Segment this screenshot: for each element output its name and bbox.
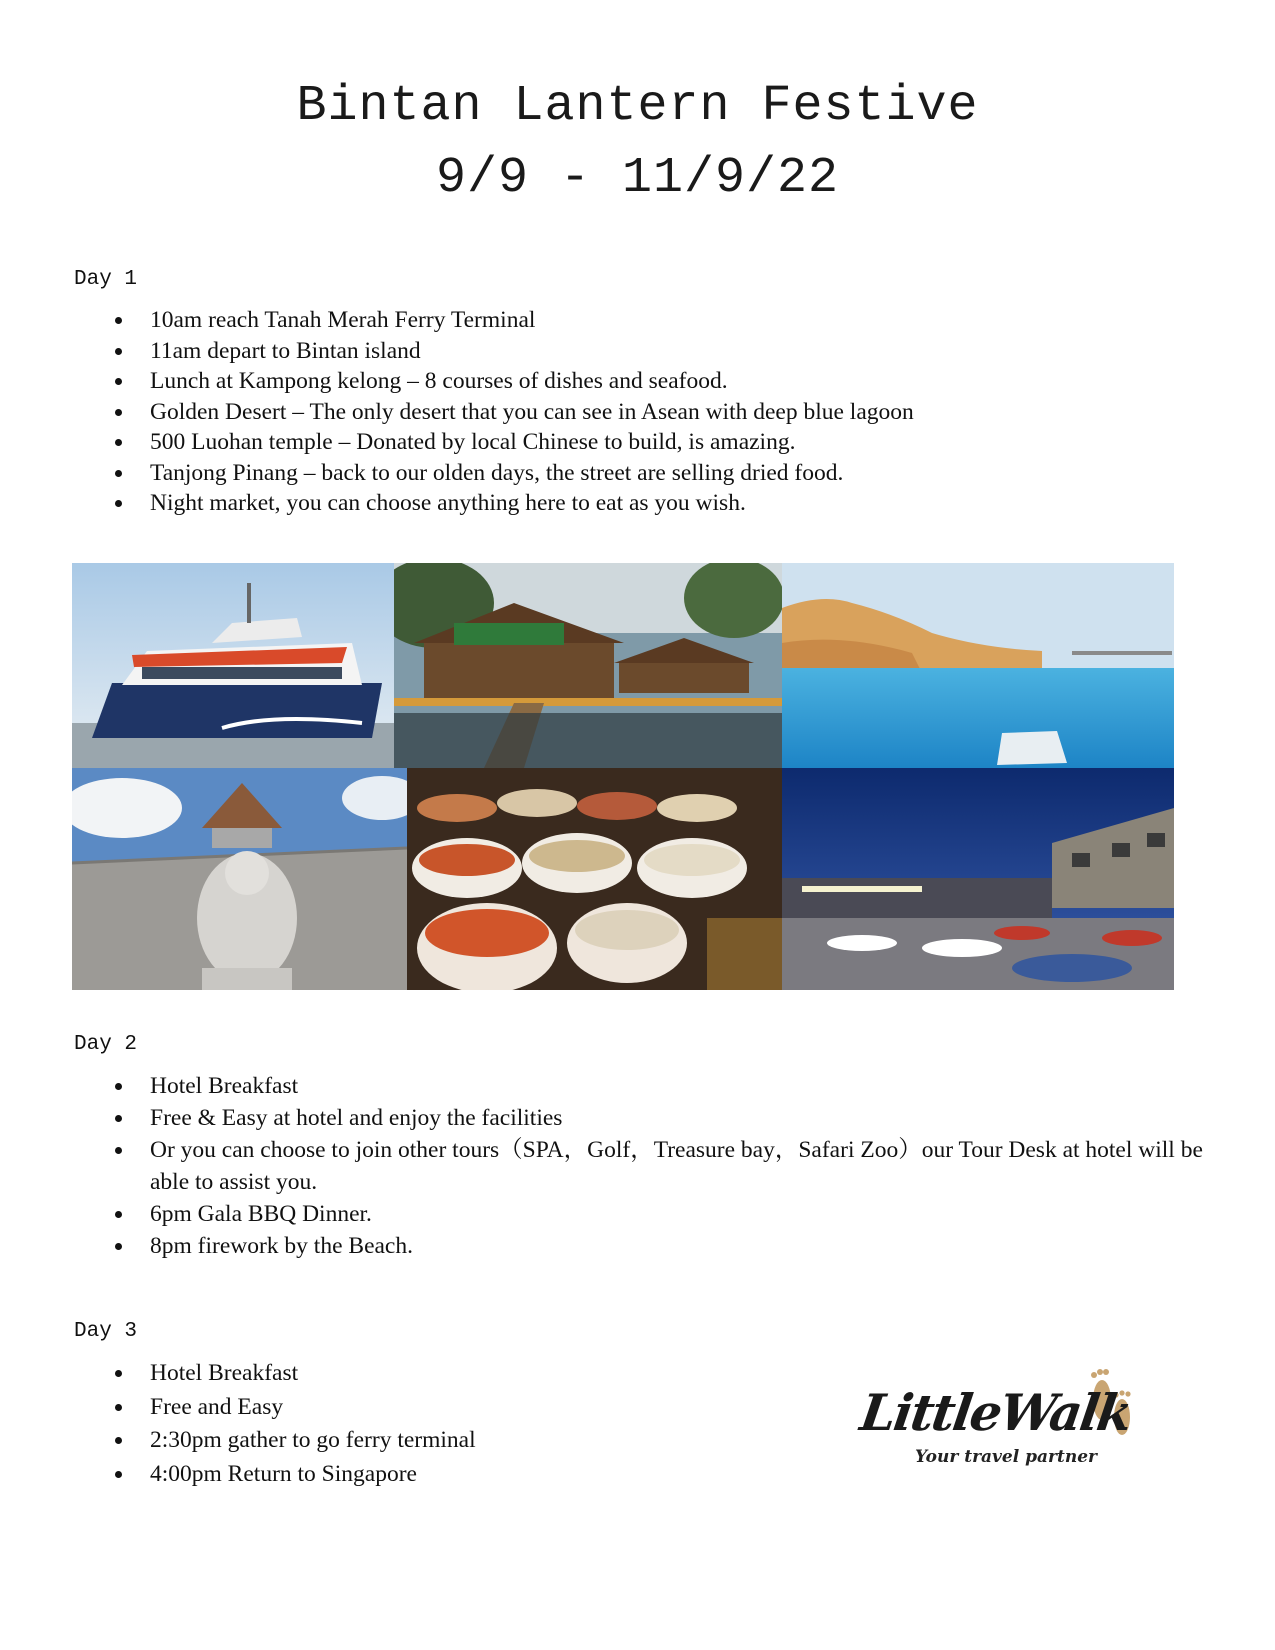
day2-itinerary-list (110, 1070, 1210, 1262)
list-item: 8pm firework by the Beach. (110, 1230, 1210, 1262)
day3-heading: Day 3 (74, 1320, 138, 1343)
day1-heading: Day 1 (74, 268, 138, 291)
day2-heading: Day 2 (74, 1033, 138, 1056)
list-item: 500 Luohan temple – Donated by local Chinese to build, is amazing. (110, 427, 1010, 458)
logo-tagline: Your travel partner (915, 1447, 1097, 1467)
list-item: Or you can choose to join other tours（SPA，Golf，Treasure bay，Safari Zoo）our Tour Desk at hotel will be able to assist you. (110, 1134, 1210, 1198)
kampong-kelong-photo (394, 563, 782, 768)
page-subtitle-dates: 9/9 - 11/9/22 (435, 150, 840, 207)
list-item: Tanjong Pinang – back to our olden days, the street are selling dried food. (110, 458, 1010, 489)
list-item: 11am depart to Bintan island (110, 336, 1010, 367)
dried-food-market-photo (407, 768, 782, 990)
list-item: Free & Easy at hotel and enjoy the facilities (110, 1102, 1210, 1134)
list-item: 10am reach Tanah Merah Ferry Terminal (110, 305, 1010, 336)
list-item: Free and Easy (110, 1391, 810, 1425)
golden-desert-lagoon-photo (782, 563, 1174, 768)
list-item: Night market, you can choose anything here to eat as you wish. (110, 488, 1010, 519)
list-item: Lunch at Kampong kelong – 8 courses of dishes and seafood. (110, 366, 1010, 397)
day1-itinerary-list (110, 305, 1010, 519)
page-title: Bintan Lantern Festive (296, 78, 979, 135)
list-item: Golden Desert – The only desert that you can see in Asean with deep blue lagoon (110, 397, 1010, 428)
list-item: 4:00pm Return to Singapore (110, 1458, 810, 1492)
list-item: Hotel Breakfast (110, 1357, 810, 1391)
logo-wordmark: LittleWalk (856, 1383, 1135, 1442)
night-market-photo (782, 768, 1174, 990)
list-item: Hotel Breakfast (110, 1070, 1210, 1102)
luohan-temple-photo (72, 768, 407, 990)
littlewalk-logo (855, 1355, 1145, 1475)
list-item: 6pm Gala BBQ Dinner. (110, 1198, 1210, 1230)
list-item: 2:30pm gather to go ferry terminal (110, 1424, 810, 1458)
day3-itinerary-list (110, 1357, 810, 1491)
ferry-photo (72, 563, 394, 768)
